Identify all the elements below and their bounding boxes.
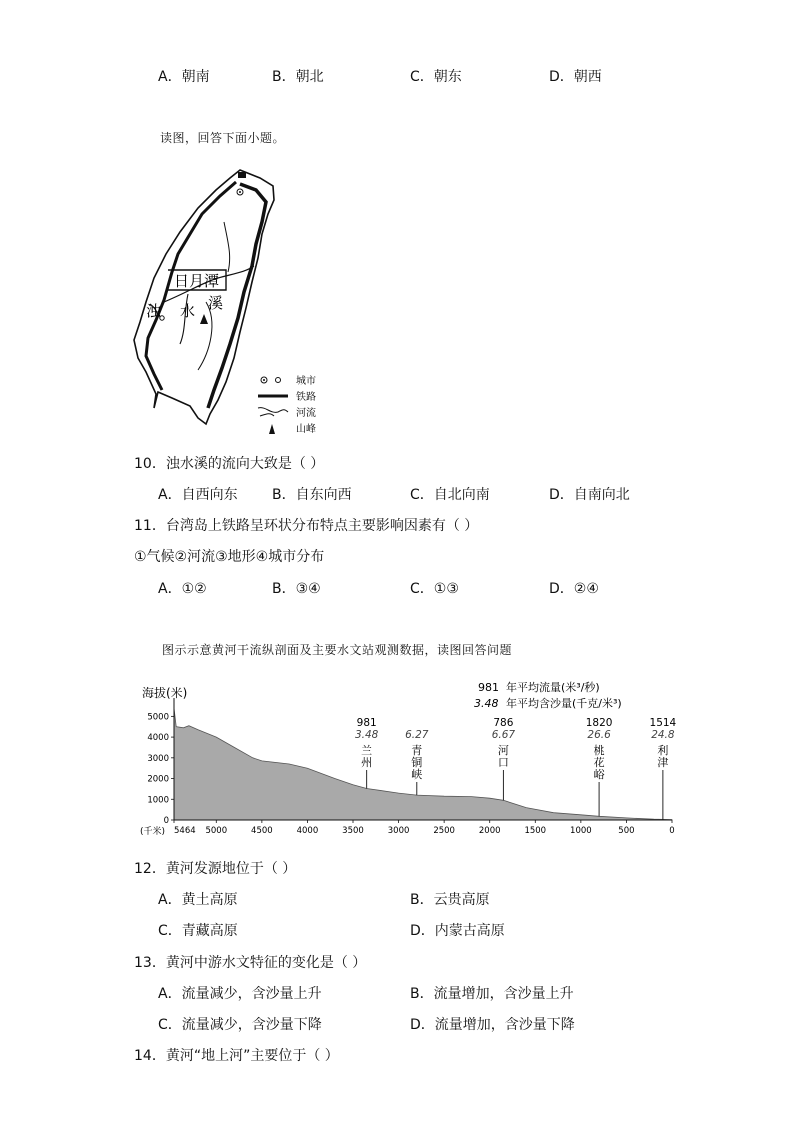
q9-option-a[interactable]: A．朝南 [158,69,210,85]
q9-option-d[interactable]: D．朝西 [549,69,602,85]
legend-sediment-number: 3.48 [474,697,499,710]
q12-option-d[interactable]: D．内蒙古高原 [410,923,505,939]
y-axis-label: 海拔(米) [142,686,188,700]
peak-icon [269,424,275,434]
y-tick-label: 1000 [147,795,169,806]
legend-city: 城市 [296,376,316,387]
legend-flow-text: 年平均流量(米³/秒) [506,681,600,694]
q10-stem: 10．浊水溪的流向大致是（ ） [134,456,325,472]
x-tick-label: 1500 [524,826,547,836]
station-sediment-label: 6.27 [405,729,429,741]
station-sediment-label: 6.67 [491,729,516,741]
q11-option-a[interactable]: A．①② [158,581,207,597]
y-tick-label: 3000 [147,753,169,764]
legend-flow-number: 981 [478,681,499,694]
x-tick-label: 2000 [478,826,501,836]
station-name-char: 兰 [361,744,373,757]
station-flow-label: 981 [356,717,377,729]
q13-option-a[interactable]: A．流量减少，含沙量上升 [158,986,322,1002]
legend-river: 河流 [296,408,316,419]
station-name-char: 口 [497,756,509,769]
station-flow-label: 1820 [585,717,613,729]
station-name-char: 州 [361,756,373,769]
station-name-char: 青 [411,744,423,757]
q14-stem: 14．黄河“地上河”主要位于（ ） [134,1048,339,1064]
legend-peak: 山峰 [296,424,316,435]
q10-option-d[interactable]: D．自南向北 [549,487,630,503]
x-tick-label: 3500 [342,826,364,836]
q11-option-d[interactable]: D．②④ [549,581,599,597]
station-name-char: 津 [657,756,669,769]
map-label-xi: 溪 [208,294,224,312]
q12-option-a[interactable]: A．黄土高原 [158,892,238,908]
station-sediment-label: 24.8 [651,729,675,741]
x-tick-label: 500 [618,826,635,836]
map-label-lake: 日月潭 [174,272,220,290]
x-tick-label: 0 [669,826,675,836]
q13-option-c[interactable]: C．流量减少，含沙量下降 [158,1017,322,1033]
station-name-char: 峡 [411,768,423,781]
y-tick-label: 0 [163,816,169,826]
y-tick-label: 5000 [147,712,169,723]
intro-text-1: 读图，回答下面小题。 [160,131,286,145]
q10-option-a[interactable]: A．自西向东 [158,487,238,503]
x-tick-label: 5464 [174,826,196,836]
x-axis-label: (千米) [140,827,166,837]
q13-option-d[interactable]: D．流量增加，含沙量下降 [410,1017,575,1033]
q13-stem: 13．黄河中游水文特征的变化是（ ） [134,955,367,971]
station-name-char: 桃 [593,744,605,757]
station-name-char: 利 [657,744,669,757]
q10-option-b[interactable]: B．自东向西 [272,487,352,503]
map-label-zhuo: 浊 [146,302,162,320]
station-name-char: 河 [497,744,509,757]
q9-option-b[interactable]: B．朝北 [272,69,324,85]
q11-option-c[interactable]: C．①③ [410,581,459,597]
x-ticks [174,820,675,836]
x-tick-label: 2500 [433,826,455,836]
station-flow-label: 786 [493,717,514,729]
y-tick-label: 4000 [147,733,169,744]
station-flow-label: 1514 [649,717,677,729]
station-sediment-label: 26.6 [587,729,611,741]
q12-option-b[interactable]: B．云贵高原 [410,892,490,908]
x-tick-label: 4500 [251,826,273,836]
q11-option-b[interactable]: B．③④ [272,581,321,597]
station-sediment-label: 3.48 [354,729,379,741]
q9-option-c[interactable]: C．朝东 [410,69,462,85]
yellow-river-profile-chart [134,676,684,840]
q11-stem: 11．台湾岛上铁路呈环状分布特点主要影响因素有（ ） [134,518,479,534]
q11-factors: ①气候②河流③地形④城市分布 [134,549,325,565]
y-ticks [147,712,174,826]
q12-stem: 12．黄河发源地位于（ ） [134,861,297,877]
y-tick-label: 2000 [147,774,169,785]
legend-railway: 铁路 [296,392,316,403]
q12-option-c[interactable]: C．青藏高原 [158,923,238,939]
station-name-char: 峪 [593,768,605,781]
x-tick-label: 4000 [296,826,319,836]
x-tick-label: 5000 [205,826,228,836]
q10-option-c[interactable]: C．自北向南 [410,487,490,503]
legend-sediment-text: 年平均含沙量(千克/米³) [506,697,622,710]
map-label-shui: 水 [180,302,196,320]
q13-option-b[interactable]: B．流量增加，含沙量上升 [410,986,574,1002]
x-tick-label: 3000 [387,826,410,836]
taiwan-map [128,162,338,440]
x-tick-label: 1000 [570,826,592,836]
station-name-char: 花 [593,756,605,769]
intro-text-2: 图示示意黄河干流纵剖面及主要水文站观测数据，读图回答问题 [162,643,513,657]
station-name-char: 铜 [411,756,423,769]
